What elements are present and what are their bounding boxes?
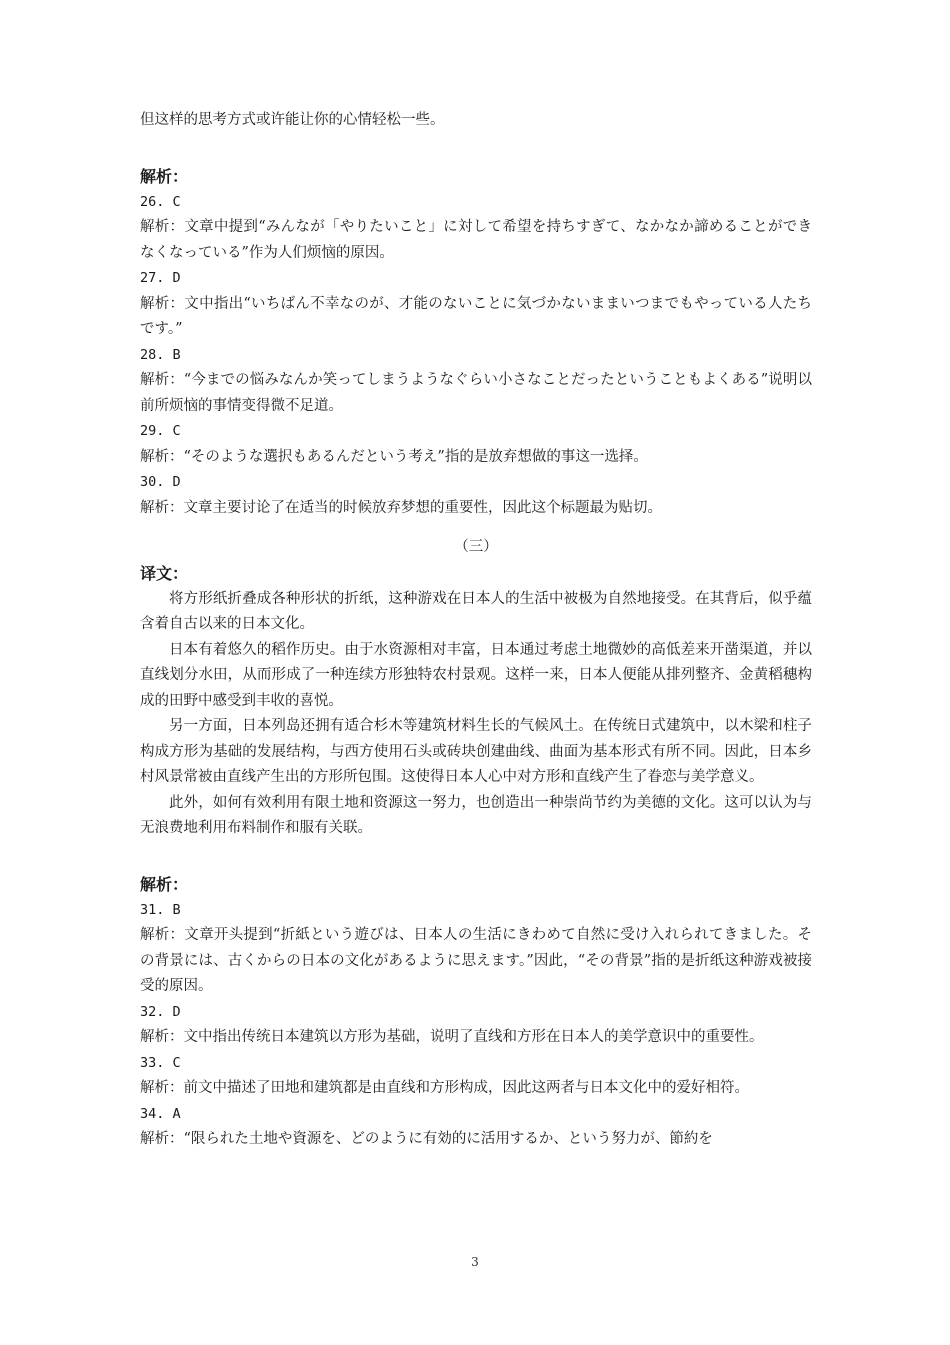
translation-paragraph: 将方形纸折叠成各种形状的折纸，这种游戏在日本人的生活中被极为自然地接受。在其背后，似乎蕴含着自古以来的日本文化。	[140, 590, 812, 632]
answer-item-31	[140, 898, 812, 1000]
answer-explanation: 解析：文章中提到“みんなが「やりたいこと」に対して希望を持ちすぎて、なかなか諦めることができなくなっている”作为人们烦恼的原因。	[140, 219, 812, 261]
answer-number: 29. C	[140, 423, 181, 439]
answer-number: 27. D	[140, 270, 181, 286]
translation-heading: 译文：	[140, 563, 189, 583]
answer-explanation: 解析：“そのような選択もあるんだという考え”指的是放弃想做的事这一选择。	[140, 448, 648, 465]
translation-paragraph: 日本有着悠久的稻作历史。由于水资源相对丰富，日本通过考虑土地微妙的高低差来开凿渠道，并以直线划分水田，从而形成了一种连续方形独特农村景观。这样一来，日本人便能从排列整齐、金黄稻穗构成的田野中感受到丰收的喜悦。	[140, 641, 812, 709]
analysis-heading: 解析：	[140, 874, 189, 894]
answer-explanation: 解析：“限られた土地や資源を、どのように有効的に活用するか、という努力が、節約を	[140, 1131, 713, 1147]
answer-number: 30. D	[140, 474, 181, 490]
answer-item-32	[140, 1000, 812, 1051]
translation-paragraph: 此外，如何有效利用有限土地和资源这一努力，也创造出一种崇尚节约为美德的文化。这可以认为与无浪费地利用布料制作和服有关联。	[140, 794, 812, 836]
answer-explanation: 解析：“今までの悩みなんか笑ってしまうようなぐらい小さなことだったということもよくある”说明以前所烦恼的事情变得微不足道。	[140, 372, 812, 414]
answer-explanation: 解析：文章开头提到“折紙という遊びは、日本人の生活にきわめて自然に受け入れられてきました。その背景には、古くからの日本の文化があるように思えます。”因此，“その背景”指的是折纸这种游戏被接受的原因。	[140, 927, 812, 994]
answer-item-30	[140, 470, 812, 521]
page-number: 3	[471, 1255, 479, 1269]
answer-item-27	[140, 266, 812, 343]
answer-number: 33. C	[140, 1054, 181, 1071]
answer-explanation: 解析：文中指出“いちばん不幸なのが、才能のないことに気づかないままいつまでもやっている人たちです。”	[140, 295, 812, 337]
answer-number: 32. D	[140, 1003, 181, 1020]
answer-explanation: 解析：文中指出传统日本建筑以方形为基础，说明了直线和方形在日本人的美学意识中的重要性。	[140, 1029, 764, 1045]
answer-number: 28. B	[140, 346, 181, 363]
answer-item-33	[140, 1051, 812, 1102]
answer-item-29	[140, 419, 812, 470]
answer-number: 31. B	[140, 901, 181, 918]
answer-explanation: 解析：文章主要讨论了在适当的时候放弃梦想的重要性，因此这个标题最为贴切。	[140, 499, 662, 516]
translation-paragraph: 另一方面，日本列岛还拥有适合杉木等建筑材料生长的气候风土。在传统日式建筑中，以木梁和柱子构成方形为基础的发展结构，与西方使用石头或砖块创建曲线、曲面为基本形式有所不同。因此，日本乡村风景常被由直线产生出的方形所包围。这使得日本人心中对方形和直线产生了眷恋与美学意义。	[140, 718, 812, 785]
answer-item-26	[140, 190, 812, 267]
answer-explanation: 解析：前文中描述了田地和建筑都是由直线和方形构成，因此这两者与日本文化中的爱好相符。	[140, 1080, 749, 1096]
page-content	[140, 108, 812, 1153]
answer-item-34	[140, 1102, 812, 1153]
analysis-heading: 解析：	[140, 166, 189, 186]
answer-number: 26. C	[140, 193, 181, 210]
section-title: （三）	[454, 539, 498, 555]
intro-line: 但这样的思考方式或许能让你的心情轻松一些。	[140, 112, 445, 128]
answer-number: 34. A	[140, 1105, 181, 1122]
answer-item-28	[140, 343, 812, 420]
